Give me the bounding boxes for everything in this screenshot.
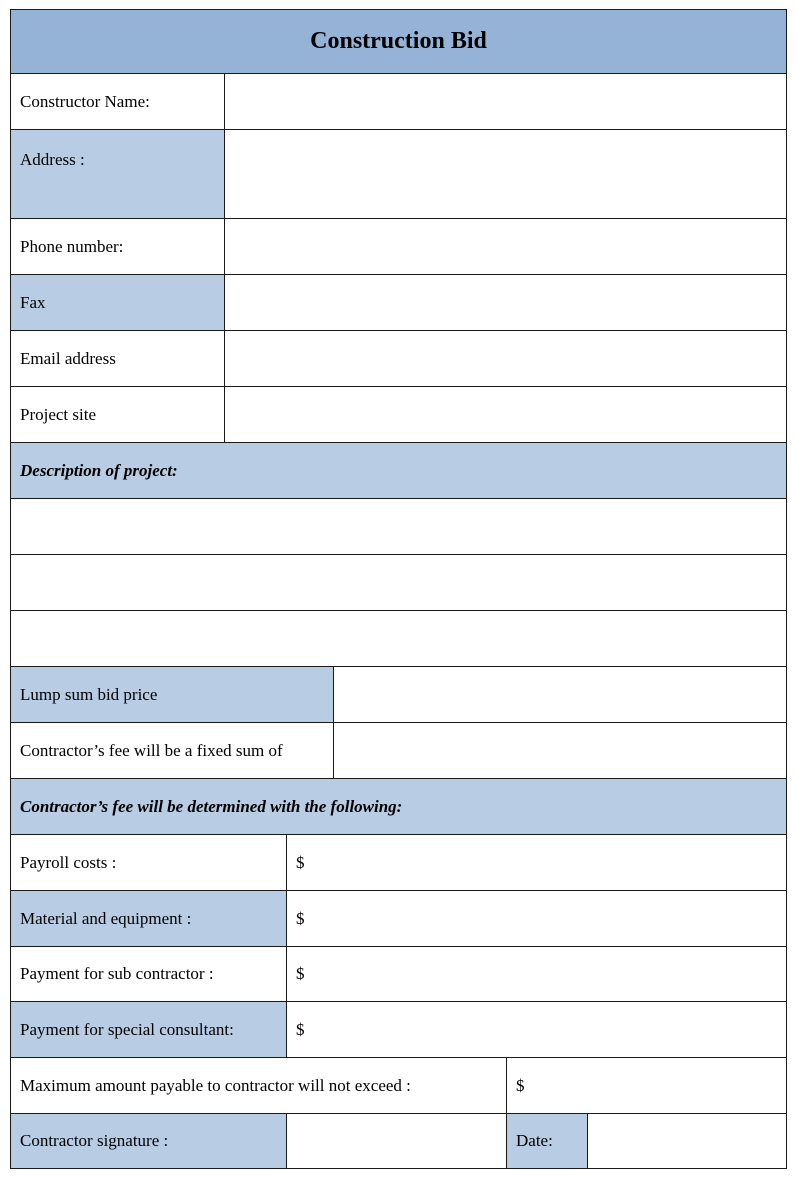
material-row: [10, 891, 787, 947]
fax-row: [10, 275, 787, 331]
email-input[interactable]: [234, 331, 786, 386]
email-row: [10, 331, 787, 387]
lump-sum-label: Lump sum bid price: [11, 667, 333, 722]
description-line-2[interactable]: [10, 555, 787, 611]
fax-label: Fax: [11, 275, 224, 330]
fixed-fee-row: [10, 723, 787, 779]
form-title: Construction Bid: [310, 28, 487, 54]
signature-field[interactable]: [286, 1114, 506, 1168]
description-input-1[interactable]: [20, 499, 786, 554]
material-field[interactable]: [286, 891, 786, 946]
project-site-input[interactable]: [234, 387, 786, 442]
construction-bid-form: [10, 9, 787, 1169]
currency-symbol: $: [296, 852, 305, 872]
description-heading-row: [10, 443, 787, 499]
project-site-field[interactable]: [224, 387, 786, 442]
fax-input[interactable]: [234, 275, 786, 330]
project-site-row: [10, 387, 787, 443]
maximum-field[interactable]: [506, 1058, 786, 1113]
consultant-row: [10, 1002, 787, 1058]
description-input-2[interactable]: [20, 555, 786, 610]
lump-sum-field[interactable]: [333, 667, 786, 722]
currency-symbol: $: [296, 1019, 305, 1039]
currency-symbol: $: [296, 908, 305, 928]
fax-field[interactable]: [224, 275, 786, 330]
lump-sum-row: [10, 667, 787, 723]
fee-heading-row: [10, 779, 787, 835]
date-input[interactable]: [597, 1114, 786, 1168]
consultant-label: Payment for special consultant:: [11, 1002, 286, 1057]
constructor-name-input[interactable]: [234, 74, 786, 129]
address-input[interactable]: [234, 130, 786, 218]
description-line-3[interactable]: [10, 611, 787, 667]
address-row: [10, 130, 787, 219]
fixed-fee-field[interactable]: [333, 723, 786, 778]
sub-contractor-row: [10, 947, 787, 1002]
lump-sum-input[interactable]: [343, 667, 786, 722]
maximum-label: Maximum amount payable to contractor will not exceed :: [20, 1075, 411, 1095]
phone-input[interactable]: [234, 219, 786, 274]
phone-row: [10, 219, 787, 275]
email-label: Email address: [20, 348, 116, 368]
project-site-label: Project site: [20, 404, 97, 424]
consultant-field[interactable]: [286, 1002, 786, 1057]
address-label: Address :: [11, 130, 224, 218]
form-header: [10, 9, 787, 74]
description-line-1[interactable]: [10, 499, 787, 555]
email-field[interactable]: [224, 331, 786, 386]
payroll-row: [10, 835, 787, 891]
fixed-fee-input[interactable]: [343, 723, 786, 778]
description-field-1[interactable]: [11, 499, 786, 554]
payroll-label: Payroll costs :: [20, 852, 117, 872]
sub-contractor-field[interactable]: [286, 947, 786, 1001]
fixed-fee-label: Contractor’s fee will be a fixed sum of: [20, 740, 283, 760]
signature-label: Contractor signature :: [11, 1114, 286, 1168]
date-label: Date:: [506, 1114, 587, 1168]
description-input-3[interactable]: [20, 611, 786, 666]
payroll-field[interactable]: [286, 835, 786, 890]
constructor-name-field[interactable]: [224, 74, 786, 129]
phone-field[interactable]: [224, 219, 786, 274]
constructor-name-label: Constructor Name:: [20, 91, 150, 111]
description-field-2[interactable]: [11, 555, 786, 610]
date-field[interactable]: [587, 1114, 786, 1168]
currency-symbol: $: [516, 1075, 525, 1095]
phone-label: Phone number:: [20, 236, 124, 256]
signature-row: [10, 1114, 787, 1169]
fee-heading: Contractor’s fee will be determined with the following:: [20, 796, 403, 816]
sub-contractor-label: Payment for sub contractor :: [20, 964, 214, 983]
material-label: Material and equipment :: [11, 891, 286, 946]
description-heading: Description of project:: [20, 460, 178, 480]
address-field[interactable]: [224, 130, 786, 218]
maximum-row: [10, 1058, 787, 1114]
constructor-name-row: [10, 74, 787, 130]
description-field-3[interactable]: [11, 611, 786, 666]
currency-symbol: $: [296, 964, 305, 983]
